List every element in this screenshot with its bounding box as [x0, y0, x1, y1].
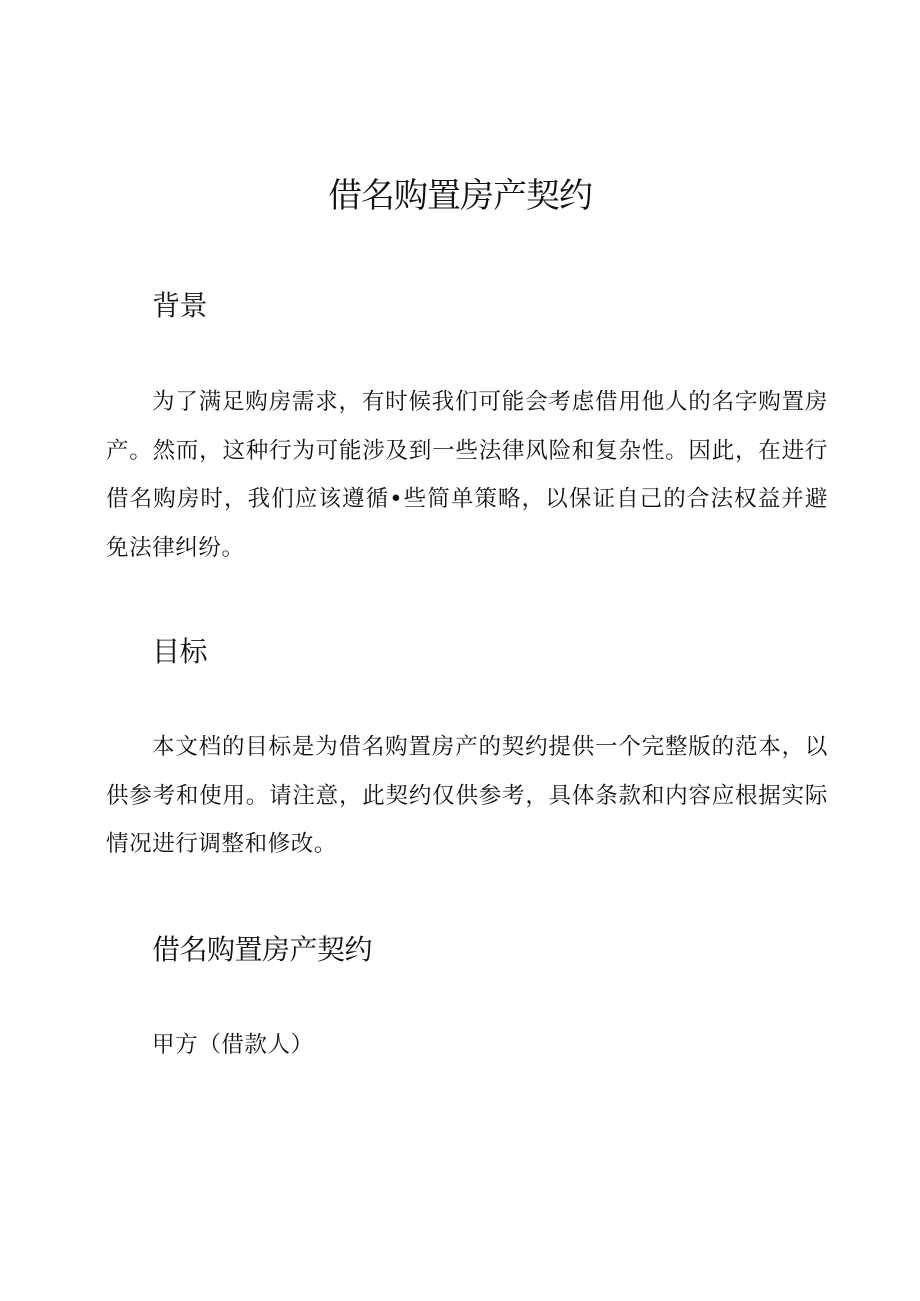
- party-a-label: 甲方（借款人）: [152, 1032, 314, 1058]
- section-paragraph-goal: 本文档的目标是为借名购置房产的契约提供一个完整版的范本，以供参考和使用。请注意，此契约仅供参考，具体条款和内容应根据实际情况进行调整和修改。: [106, 734, 828, 857]
- section-heading-goal: 目标: [152, 635, 208, 668]
- section-paragraph-background: 为了满足购房需求，有时候我们可能会考虑借用他人的名字购置房产。然而，这种行为可能涉及到一些法律风险和复杂性。因此，在进行借名购房时，我们应该遵循•些简单策略，以保证自己的合法权益并避免法律纠纷。: [106, 389, 828, 561]
- section-heading-background: 背景: [152, 289, 208, 322]
- document-title: 借名购置房产契约: [328, 176, 592, 216]
- section-heading-contract: 借名购置房产契约: [152, 933, 373, 966]
